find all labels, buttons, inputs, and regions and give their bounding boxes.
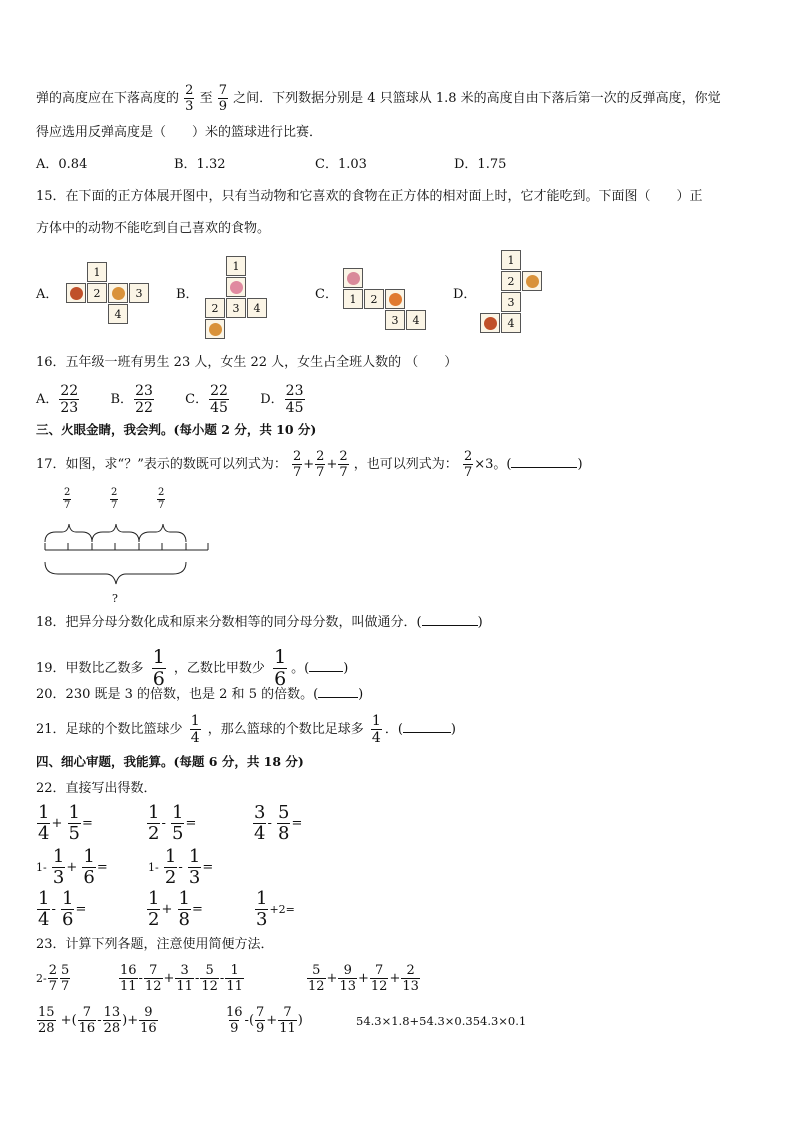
q14-line2: 得应选用反弹高度是（ ）米的篮球进行比赛． (36, 125, 323, 140)
fraction: $\frac{1}{4}$ (38, 888, 50, 930)
q14-text-a: 弹的高度应在下落高度的 (36, 91, 180, 106)
q14-option-a: A．0.84 (36, 157, 88, 172)
fraction: $\frac{1}{6}$ (83, 846, 95, 888)
face-3: 3 (501, 292, 521, 312)
q15-label-a: A． (36, 287, 59, 302)
fraction: $\frac{7}{9}$ (218, 83, 228, 114)
fraction: $\frac{2}{7}$ (463, 449, 473, 480)
equals-sign: = (291, 816, 303, 831)
q22-title: 22．直接写出得数． (36, 781, 157, 796)
section-3-heading: 三、火眼金睛，我会判。(每小题 2 分，共 10 分) (36, 422, 317, 437)
q15-label-d: D． (453, 287, 477, 302)
face-4: 4 (247, 298, 267, 318)
q19-text-c: 。( (291, 661, 310, 676)
fraction: $\frac{9}{13}$ (339, 963, 356, 994)
fraction: $\frac{7}{12}$ (370, 963, 388, 994)
food-image (480, 313, 500, 333)
animal-image (522, 271, 542, 291)
fraction: $\frac{13}{28}$ (103, 1005, 121, 1036)
q22-expr-6 (36, 890, 86, 929)
food-image (385, 289, 405, 309)
q22-expr-3 (252, 804, 302, 843)
q21-stem (36, 714, 456, 745)
q22-expr-5 (148, 848, 213, 887)
fraction: $\frac{2}{7}$ (292, 449, 302, 480)
fraction: $\frac{1}{4}$ (190, 713, 200, 746)
question-mark: ? (112, 592, 118, 605)
q17-stem (36, 450, 583, 479)
q14-option-b: B．1.32 (174, 157, 226, 172)
face-1: 1 (343, 289, 363, 309)
q21-text-b: ，那么篮球的个数比足球多 (207, 722, 364, 737)
q18-stem (36, 616, 483, 629)
q15-line1: 15．在下面的正方体展开图中，只有当动物和它喜欢的食物在正方体的相对面上时，它才能吃到。下面图（ ）正 (36, 189, 703, 204)
close-paren: ) (358, 687, 364, 702)
fraction: $\frac{1}{4}$ (38, 802, 50, 844)
animal-image (205, 319, 225, 339)
face-4: 4 (406, 310, 426, 330)
answer-blank[interactable] (403, 732, 451, 733)
fraction: $\frac{2}{13}$ (402, 963, 419, 994)
face-3: 3 (129, 283, 149, 303)
q17-text-c: ×3。( (474, 457, 512, 472)
top-brace (45, 524, 92, 542)
plus-sign: + (66, 860, 78, 875)
brace-label: $\frac{2}{7}$ (158, 487, 165, 511)
section-4-heading: 四、细心审题，我能算。(每题 6 分，共 18 分) (36, 754, 304, 769)
option-label: A． (36, 392, 59, 407)
plus-sign: + (303, 457, 315, 472)
one-minus: 1- (36, 861, 47, 874)
q23-title: 23．计算下列各题，注意使用简便方法． (36, 937, 274, 952)
plus-sign: + (326, 457, 338, 472)
q22-expr-8 (254, 890, 295, 929)
animal-image (66, 283, 86, 303)
equals-sign: = (75, 902, 87, 917)
face-1: 1 (226, 256, 246, 276)
q20-text: 20．230 既是 3 的倍数，也是 2 和 5 的倍数。( (36, 687, 319, 702)
food-image (226, 277, 246, 297)
q21-text-c: ．( (384, 722, 403, 737)
q23-expr-4: $\frac{15}{28}$ +( $\frac{7}{16}$ - $\frac{13}{28}$ )+ $\frac{9}{16}$ (38, 1005, 157, 1036)
q21-text-a: 21．足球的个数比篮球少 (36, 722, 183, 737)
face-2: 2 (87, 283, 107, 303)
answer-blank[interactable] (309, 671, 343, 672)
fraction: $\frac{7}{16}$ (78, 1005, 96, 1036)
fraction: $\frac{15}{28}$ (38, 1005, 55, 1036)
fraction: $\frac{1}{6}$ (62, 888, 74, 930)
fraction: $\frac{1}{5}$ (68, 802, 80, 844)
close-paren: ) (450, 722, 456, 737)
q16-stem: 16．五年级一班有男生 23 人，女生 22 人，女生占全班人数的 （ ） (36, 355, 458, 370)
two-minus: 2- (36, 972, 47, 985)
option-label: C． (185, 392, 209, 407)
fraction: $\frac{2}{7}$ (316, 449, 325, 480)
q14-option-c: C．1.03 (315, 157, 367, 172)
q15-label-c: C． (315, 287, 338, 302)
fraction: $\frac{7}{11}$ (279, 1005, 296, 1036)
brace-label: $\frac{2}{7}$ (111, 487, 118, 511)
cube-net-d (480, 250, 544, 336)
close-paren: ) (343, 661, 349, 676)
equals-sign: = (191, 902, 203, 917)
q15-line2: 方体中的动物不能吃到自己喜欢的食物。 (36, 221, 271, 236)
face-1: 1 (501, 250, 521, 270)
q19-text-b: ，乙数比甲数少 (173, 661, 265, 676)
q18-text: 18．把异分母分数化成和原来分数相等的同分母分数，叫做通分．( (36, 615, 422, 630)
fraction: $\frac{5}{12}$ (201, 963, 218, 994)
plus-sign: + (51, 816, 63, 831)
fraction: $\frac{1}{4}$ (371, 713, 381, 746)
face-2: 2 (205, 298, 225, 318)
fraction: $\frac{5}{12}$ (308, 963, 325, 994)
q20-stem (36, 688, 363, 701)
top-brace (92, 524, 139, 542)
q14-option-d: D．1.75 (454, 157, 507, 172)
equals-sign: = (185, 816, 197, 831)
fraction: $\frac{1}{6}$ (274, 646, 287, 690)
face-2: 2 (364, 289, 384, 309)
q19-stem (36, 648, 348, 689)
number-line-diagram (40, 486, 220, 606)
animal-image (343, 268, 363, 288)
fraction: $\frac{1}{8}$ (178, 888, 190, 930)
q23-expr-3: $\frac{5}{12}$ + $\frac{9}{13}$ + $\frac{7}{12}$ + $\frac{2}{13}$ (308, 963, 419, 994)
answer-blank[interactable] (318, 697, 358, 698)
fraction: $\frac{1}{6}$ (152, 646, 165, 690)
fraction: $\frac{2}{7}$ (339, 449, 348, 480)
one-minus: 1- (148, 861, 159, 874)
option-label: D． (260, 392, 284, 407)
cube-net-b (205, 256, 269, 340)
q19-text-a: 19．甲数比乙数多 (36, 661, 144, 676)
fraction: $\frac{22}{45}$ (210, 383, 228, 416)
fraction: $\frac{1}{2}$ (164, 846, 177, 888)
fraction: $\frac{1}{3}$ (52, 846, 65, 888)
cube-net-c (343, 268, 429, 332)
face-4: 4 (108, 304, 128, 324)
q15-label-b: B． (176, 287, 199, 302)
fraction: $\frac{1}{2}$ (148, 888, 160, 930)
fraction: $\frac{3}{4}$ (254, 802, 266, 844)
option-label: B． (110, 392, 134, 407)
q23-expr-2: $\frac{16}{11}$ - $\frac{7}{12}$ + $\frac{3}{11}$ - $\frac{5}{12}$ - $\frac{1}{11}$ (120, 963, 243, 994)
face-3: 3 (385, 310, 405, 330)
fraction: $\frac{22}{23}$ (60, 383, 79, 416)
fraction: $\frac{1}{5}$ (172, 802, 184, 844)
q22-expr-1 (36, 804, 93, 843)
equals-sign: = (81, 816, 93, 831)
q14-mid: 至 (199, 91, 213, 106)
fraction: $\frac{1}{3}$ (256, 888, 268, 930)
equals-sign: = (96, 860, 108, 875)
fraction: $\frac{2}{7}$ (48, 963, 57, 994)
fraction: $\frac{3}{11}$ (176, 963, 193, 994)
minus-sign: - (51, 902, 56, 917)
fraction: $\frac{7}{9}$ (256, 1005, 265, 1036)
face-2: 2 (501, 271, 521, 291)
fraction: $\frac{1}{11}$ (226, 963, 243, 994)
fraction: $\frac{23}{45}$ (285, 383, 304, 416)
food-image (108, 283, 128, 303)
close-paren: ) (577, 457, 583, 472)
q17-text-a: 17．如图，求“？”表示的数既可以列式为： (36, 457, 287, 472)
fraction: $\frac{5}{8}$ (278, 802, 290, 844)
fraction: $\frac{1}{2}$ (148, 802, 160, 844)
minus-sign: - (267, 816, 272, 831)
brace-label: $\frac{2}{7}$ (64, 487, 71, 511)
minus-sign: - (178, 860, 183, 875)
minus-sign: - (161, 816, 166, 831)
fraction: $\frac{7}{12}$ (144, 963, 162, 994)
close-paren: ) (477, 615, 483, 630)
bottom-brace (45, 562, 186, 584)
q22-expr-2 (146, 804, 196, 843)
fraction: $\frac{16}{9}$ (226, 1005, 243, 1036)
q23-expr-6: 54.3×1.8+54.3×0.354.3×0.1 (356, 1014, 527, 1028)
equals-sign: = (202, 860, 214, 875)
q16-options (36, 384, 306, 415)
plus-sign: + (161, 902, 173, 917)
fraction: $\frac{16}{11}$ (120, 963, 137, 994)
number-line-svg (40, 496, 220, 601)
fraction: $\frac{1}{3}$ (188, 846, 201, 888)
plus-two: +2= (269, 903, 295, 916)
face-1: 1 (87, 262, 107, 282)
q23-expr-1 (36, 964, 71, 993)
q23-expr-5: $\frac{16}{9}$ -( $\frac{7}{9}$ + $\frac{7}{11}$ ) (226, 1005, 303, 1036)
q22-expr-7 (146, 890, 203, 929)
answer-blank[interactable] (422, 625, 478, 626)
q17-text-b: ，也可以列式为： (353, 457, 458, 472)
fraction: $\frac{5}{7}$ (61, 963, 70, 994)
q14-text-b: 之间．下列数据分别是 4 只篮球从 1.8 米的高度自由下落后第一次的反弹高度，你觉 (233, 91, 721, 106)
face-3: 3 (226, 298, 246, 318)
q22-expr-4 (36, 848, 108, 887)
answer-blank[interactable] (511, 467, 577, 468)
q14-line1 (36, 84, 721, 113)
top-brace (139, 524, 186, 542)
fraction: $\frac{2}{3}$ (185, 83, 194, 114)
cube-net-a (66, 262, 156, 324)
fraction: $\frac{23}{22}$ (135, 383, 153, 416)
face-4: 4 (501, 313, 521, 333)
fraction: $\frac{9}{16}$ (140, 1005, 157, 1036)
